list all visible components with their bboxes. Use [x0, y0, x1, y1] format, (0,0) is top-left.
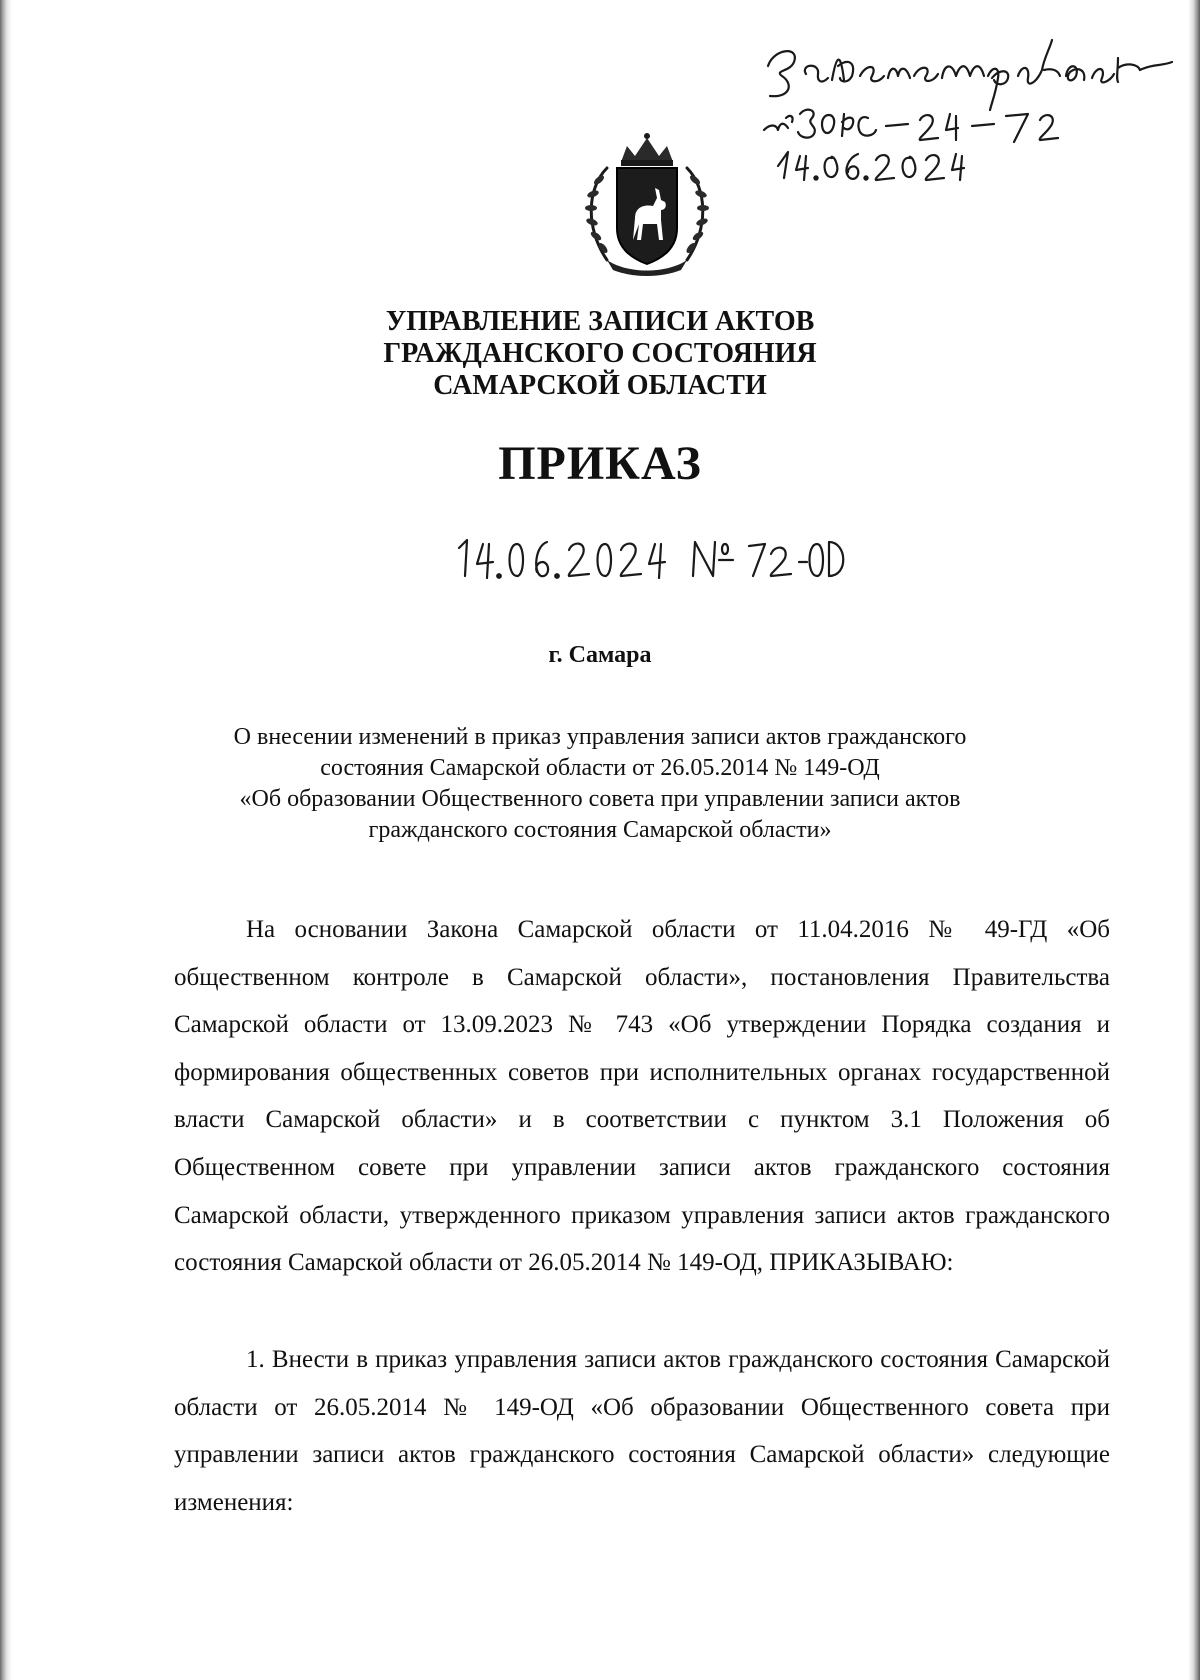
registration-handwritten-note — [760, 18, 1180, 188]
document-type-title: ПРИКАЗ — [498, 437, 702, 490]
document-subject — [180, 722, 1020, 846]
coat-of-arms-emblem — [577, 128, 717, 278]
agency-name-line1: УПРАВЛЕНИЕ ЗАПИСИ АКТОВ — [385, 306, 815, 337]
subject-line2: состояния Самарской области от 26.05.2014 № 149-ОД — [320, 755, 880, 781]
scan-edge-left — [0, 0, 12, 1680]
agency-name-line2: ГРАЖДАНСКОГО СОСТОЯНИЯ — [383, 338, 817, 369]
subject-line3: «Об образовании Общественного совета при управлении записи актов — [239, 786, 961, 812]
subject-line4: гражданского состояния Самарской области» — [368, 817, 832, 843]
city-name: г. Самара — [548, 642, 652, 668]
paragraph-item-1: 1. Внести в приказ управления записи актов гражданского состояния Самарской области от 26.05.2014 № 149-ОД «Об образовании Общественного совета при управлении записи актов гражданского состояния Самарской области» следующие изменения: — [174, 1346, 1110, 1516]
agency-name — [200, 306, 1000, 402]
handwritten-date-number — [455, 532, 845, 590]
subject-line1: О внесении изменений в приказ управления записи актов гражданского — [233, 724, 967, 750]
scan-edge-right — [1188, 0, 1200, 1680]
agency-name-line3: САМАРСКОЙ ОБЛАСТИ — [433, 370, 767, 401]
paragraph-basis: На основании Закона Самарской области от 11.04.2016 № 49-ГД «Об общественном контроле в Самарской области», постановления Правительства Самарской области от 13.09.2023 № 743 «Об утверждении Порядка создания и формирования общественных советов при исполнительных органах государственной власти Самарской области» и в соответствии с пунктом 3.1 Положения об Общественном совете при управлении записи актов гражданского состояния Самарской области, утвержденного приказом управления записи актов гражданского состояния Самарской области от 26.05.2014 № 149-ОД, ПРИКАЗЫВАЮ: — [174, 916, 1110, 1277]
